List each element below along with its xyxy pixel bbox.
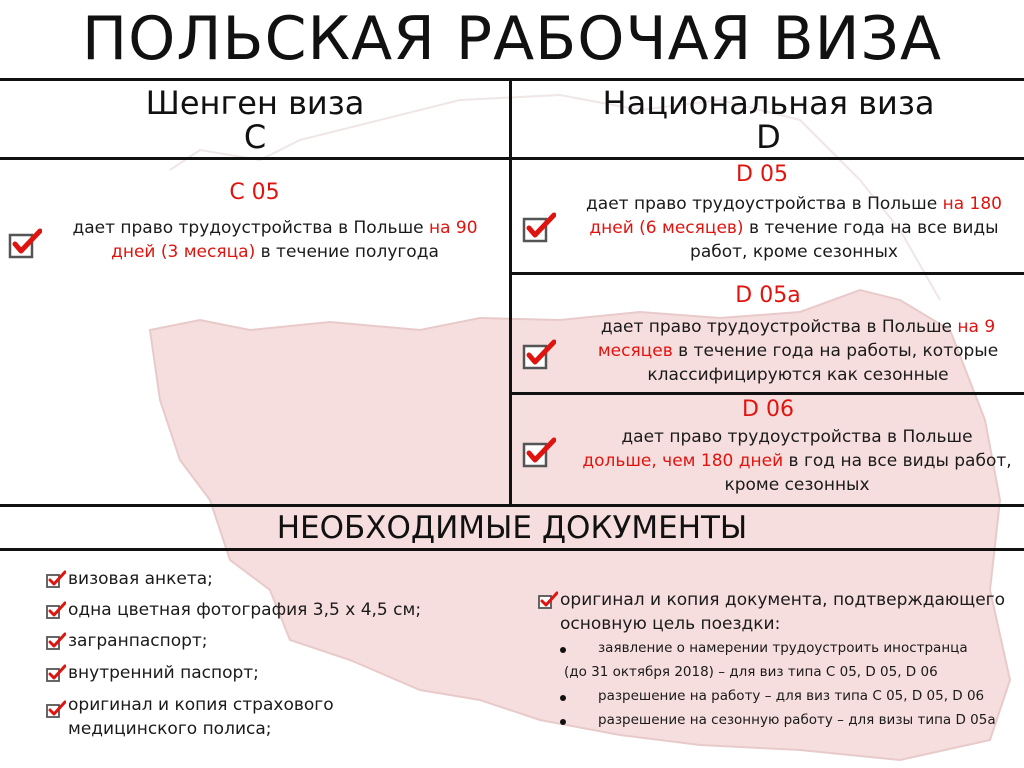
visa-d05-cell (512, 160, 1024, 272)
checkbox-checked-icon (522, 337, 556, 371)
checkbox-checked-icon (522, 210, 556, 244)
checkbox-checked-icon (46, 569, 66, 589)
visa-code: D 05 (736, 162, 788, 187)
page-title: ПОЛЬСКАЯ РАБОЧАЯ ВИЗА (81, 4, 943, 74)
bullet-dot-icon (560, 695, 566, 701)
visa-d06-cell (512, 395, 1024, 504)
national-heading-letter: D (756, 118, 781, 156)
document-item: оригинал и копия страхового медицинского полиса; (46, 693, 366, 741)
document-item: визовая анкета; (46, 567, 213, 591)
schengen-heading-title: Шенген виза (145, 84, 365, 122)
bullet-item: заявление о намерении трудоустроить иностранца (560, 640, 968, 656)
document-item: одна цветная фотография 3,5 х 4,5 см; (46, 598, 421, 622)
checkbox-checked-icon (522, 435, 556, 469)
document-item: загранпаспорт; (46, 629, 208, 653)
national-heading-title: Национальная виза (602, 84, 935, 122)
documents-heading: НЕОБХОДИМЫЕ ДОКУМЕНТЫ (276, 510, 748, 546)
bullet-continuation: (до 31 октября 2018) – для виз типа C 05, D 05, D 06 (564, 664, 938, 680)
national-heading (513, 80, 1024, 158)
checkbox-checked-icon (46, 663, 66, 683)
document-item: оригинал и копия документа, подтверждающего основную цель поездки: (538, 588, 1022, 636)
checkbox-checked-icon (538, 590, 558, 610)
document-item: внутренний паспорт; (46, 661, 259, 685)
bullet-dot-icon (560, 719, 566, 725)
checkbox-checked-icon (46, 631, 66, 651)
visa-code: C 05 (229, 180, 280, 205)
visa-description: дает право трудоустройства в Польше на 90 дней (3 месяца) в течение полугода (72, 218, 478, 262)
visa-description: дает право трудоустройства в Польше дольше, чем 180 дней в год на все виды работ, кроме сезонных (582, 427, 1012, 495)
checkbox-checked-icon (8, 226, 42, 260)
visa-description: дает право трудоустройства в Польше на 180 дней (6 месяцев) в течение года на все виды работ, кроме сезонных (586, 194, 1002, 262)
visa-d05a-cell (512, 275, 1024, 392)
schengen-heading-letter: C (243, 118, 267, 156)
bullet-item: разрешение на работу – для виз типа C 05, D 05, D 06 (560, 688, 984, 704)
checkbox-checked-icon (46, 600, 66, 620)
bullet-dot-icon (560, 647, 566, 653)
visa-c05-cell (0, 160, 509, 504)
visa-code: D 05a (735, 283, 801, 308)
schengen-heading (0, 80, 510, 158)
visa-description: дает право трудоустройства в Польше на 9 месяцев в течение года на работы, которые классифицируются как сезонные (597, 317, 999, 385)
checkbox-checked-icon (46, 699, 66, 719)
visa-code: D 06 (742, 397, 794, 422)
bullet-item: разрешение на сезонную работу – для визы типа D 05a (560, 712, 996, 728)
